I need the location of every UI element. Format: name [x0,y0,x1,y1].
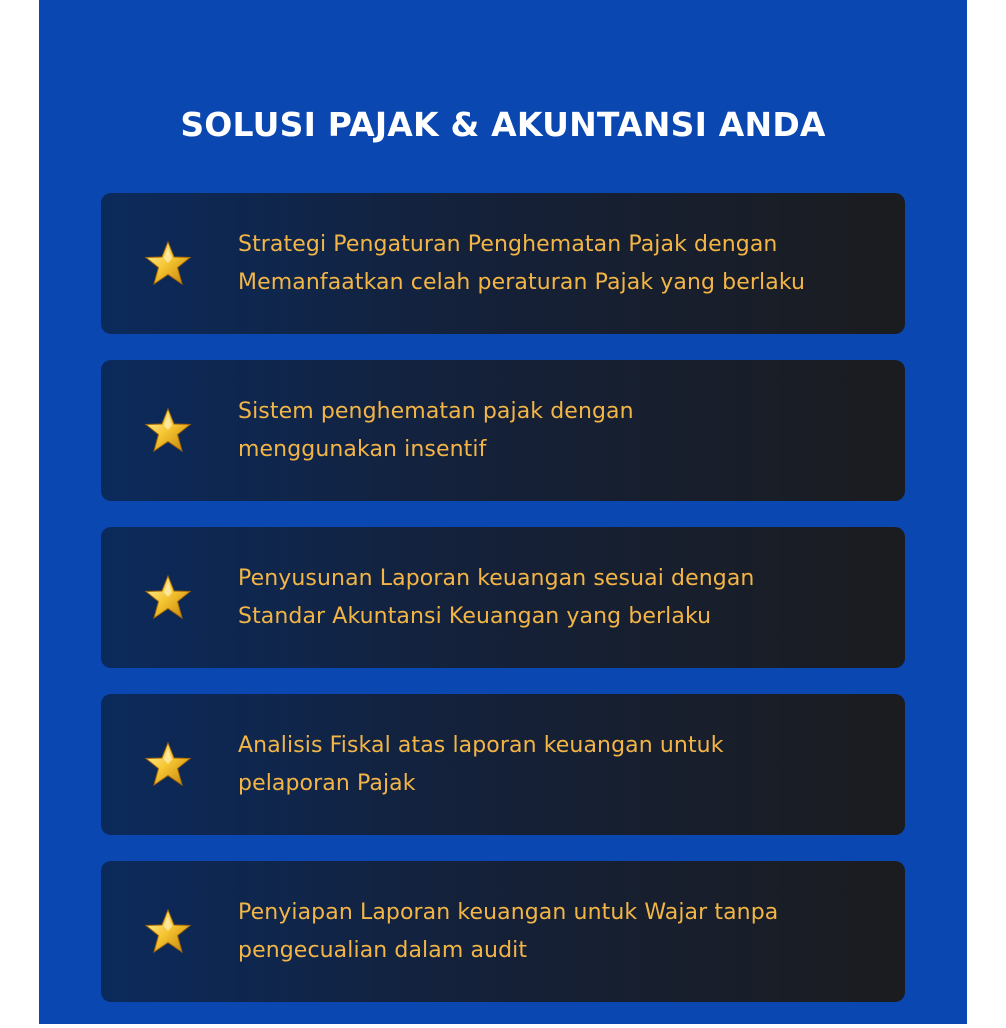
service-text-line-1: Penyusunan Laporan keuangan sesuai dengan [238,565,755,591]
star-icon [143,239,193,289]
service-card-2[interactable] [101,360,905,501]
service-text-line-2: Standar Akuntansi Keuangan yang berlaku [238,603,712,629]
service-card-5[interactable] [101,861,905,1002]
service-text [238,226,875,302]
service-card-1[interactable] [101,193,905,334]
service-text-line-1: Strategi Pengaturan Penghematan Pajak dengan [238,231,778,257]
star-icon [143,907,193,957]
service-text [238,894,875,970]
service-list [101,193,905,1028]
page-title: SOLUSI PAJAK & AKUNTANSI ANDA [180,105,826,144]
service-text [238,727,875,803]
service-text-line-2: menggunakan insentif [238,436,487,462]
service-text-line-2: pelaporan Pajak [238,770,416,796]
service-text-line-1: Sistem penghematan pajak dengan [238,398,634,424]
star-icon [143,740,193,790]
star-icon [143,573,193,623]
service-card-4[interactable] [101,694,905,835]
star-icon [143,406,193,456]
service-text [238,393,875,469]
service-text [238,560,875,636]
service-text-line-1: Penyiapan Laporan keuangan untuk Wajar tanpa [238,899,779,925]
service-text-line-2: Memanfaatkan celah peraturan Pajak yang berlaku [238,269,806,295]
service-text-line-1: Analisis Fiskal atas laporan keuangan untuk [238,732,724,758]
service-text-line-2: pengecualian dalam audit [238,937,528,963]
services-panel [39,0,967,1024]
service-card-3[interactable] [101,527,905,668]
